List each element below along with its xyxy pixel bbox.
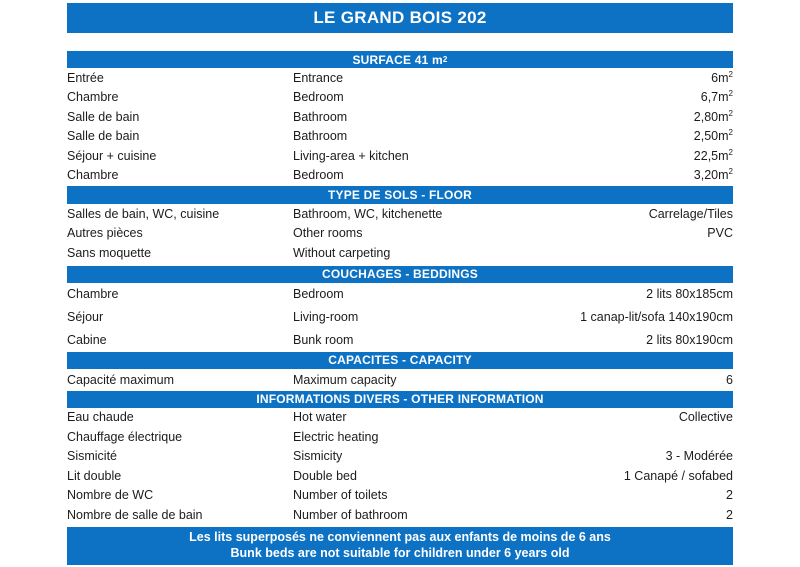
cell-fr: Chambre — [67, 168, 119, 183]
table-row — [67, 68, 733, 88]
cell-en: Maximum capacity — [293, 372, 397, 387]
table-row — [67, 107, 733, 127]
table-row — [67, 329, 733, 352]
table-row — [67, 447, 733, 467]
cell-fr: Nombre de salle de bain — [67, 507, 203, 522]
cell-value: 2 lits 80x185cm — [646, 287, 733, 301]
document-title-bar — [67, 3, 733, 33]
cell-fr: Chambre — [67, 90, 119, 105]
cell-fr: Salles de bain, WC, cuisine — [67, 206, 220, 221]
cell-en: Sismicity — [293, 449, 343, 464]
cell-value: 6 — [726, 372, 733, 387]
cell-en: Number of toilets — [293, 488, 388, 503]
page-title: LE GRAND BOIS 202 — [313, 8, 487, 27]
cell-value: 3 - Modérée — [665, 449, 733, 464]
table-row — [67, 204, 733, 224]
footer-note — [67, 527, 733, 565]
cell-value: PVC — [707, 226, 733, 241]
cell-en: Living-room — [293, 310, 359, 324]
cell-fr: Séjour + cuisine — [67, 148, 157, 163]
cell-en: Entrance — [293, 70, 344, 85]
cell-en: Bedroom — [293, 90, 344, 105]
cell-value: 1 Canapé / sofabed — [623, 468, 733, 483]
cell-fr: Salle de bain — [67, 109, 140, 124]
cell-fr: Cabine — [67, 333, 107, 347]
cell-value: $6m^2$ — [711, 69, 733, 85]
cell-value: $22,5m^2$ — [693, 147, 733, 163]
cell-fr: Capacité maximum — [67, 372, 174, 387]
cell-fr: Eau chaude — [67, 410, 134, 425]
superscript: 2 — [728, 147, 733, 157]
cell-fr: Sismicité — [67, 449, 118, 464]
table-row — [67, 166, 733, 186]
cell-fr: Lit double — [67, 468, 122, 483]
superscript: 2 — [728, 167, 733, 177]
cell-fr: Nombre de WC — [67, 488, 154, 503]
table-row — [67, 427, 733, 447]
cell-en: Other rooms — [293, 226, 363, 241]
cell-en: Without carpeting — [293, 245, 391, 260]
table-row — [67, 369, 733, 391]
cell-en: Bedroom — [293, 168, 344, 183]
section-header-other-information — [67, 391, 733, 408]
section-header-surface: SURFACE 41 m 2 — [67, 51, 733, 68]
cell-value: $6,7m^2$ — [700, 89, 733, 105]
cell-value: 2 lits 80x190cm — [646, 333, 733, 347]
cell-en: Number of bathroom — [293, 507, 408, 522]
section-header-beddings — [67, 266, 733, 283]
cell-value: $2,80m^2$ — [693, 108, 733, 124]
cell-fr: Chambre — [67, 287, 119, 301]
table-row — [67, 306, 733, 329]
cell-value: $2,50m^2$ — [693, 128, 733, 144]
cell-en: Bunk room — [293, 333, 354, 347]
cell-value: Collective — [678, 410, 733, 425]
table-row — [67, 408, 733, 428]
cell-fr: Entrée — [67, 70, 104, 85]
property-info-sheet — [67, 3, 733, 565]
table-row — [67, 283, 733, 306]
cell-en: Bathroom — [293, 129, 348, 144]
superscript: 2 — [728, 89, 733, 99]
cell-fr: Chauffage électrique — [67, 429, 183, 444]
spacer — [67, 33, 733, 51]
cell-value: 2 — [726, 507, 733, 522]
superscript: 2 — [728, 69, 733, 79]
cell-value: $3,20m^2$ — [693, 167, 733, 183]
table-row — [67, 466, 733, 486]
footer-note-line-en: Bunk beds are not suitable for children under 6 years old — [230, 546, 570, 560]
cell-en: Bedroom — [293, 287, 344, 301]
cell-fr: Autres pièces — [67, 226, 143, 241]
section-header-label: CAPACITES - CAPACITY — [328, 353, 472, 367]
cell-value: Carrelage/Tiles — [648, 206, 733, 221]
cell-en: Hot water — [293, 410, 347, 425]
table-row — [67, 127, 733, 147]
table-row — [67, 243, 733, 263]
cell-fr: Salle de bain — [67, 129, 140, 144]
cell-en: Living-area + kitchen — [293, 148, 409, 163]
cell-en: Bathroom, WC, kitchenette — [293, 206, 443, 221]
section-header-capacity — [67, 352, 733, 369]
section-header-label: SURFACE 41 m — [352, 52, 443, 67]
cell-fr: Sans moquette — [67, 245, 152, 260]
superscript: 2 — [728, 128, 733, 138]
cell-en: Electric heating — [293, 429, 379, 444]
table-row — [67, 486, 733, 506]
cell-value: 2 — [726, 488, 733, 503]
superscript: 2 — [728, 108, 733, 118]
cell-en: Bathroom — [293, 109, 348, 124]
section-header-label: COUCHAGES - BEDDINGS — [321, 267, 478, 281]
cell-fr: Séjour — [67, 310, 104, 324]
section-header-label: TYPE DE SOLS - FLOOR — [327, 188, 472, 202]
table-row — [67, 146, 733, 166]
table-row — [67, 224, 733, 244]
footer-note-line-fr: Les lits superposés ne conviennent pas aux enfants de moins de 6 ans — [189, 529, 611, 544]
section-header-floor — [67, 186, 733, 204]
cell-en: Double bed — [293, 468, 357, 483]
cell-value: 1 canap-lit/sofa 140x190cm — [580, 310, 733, 324]
table-row — [67, 505, 733, 525]
section-header-label: INFORMATIONS DIVERS - OTHER INFORMATION — [256, 392, 544, 406]
table-row — [67, 88, 733, 108]
